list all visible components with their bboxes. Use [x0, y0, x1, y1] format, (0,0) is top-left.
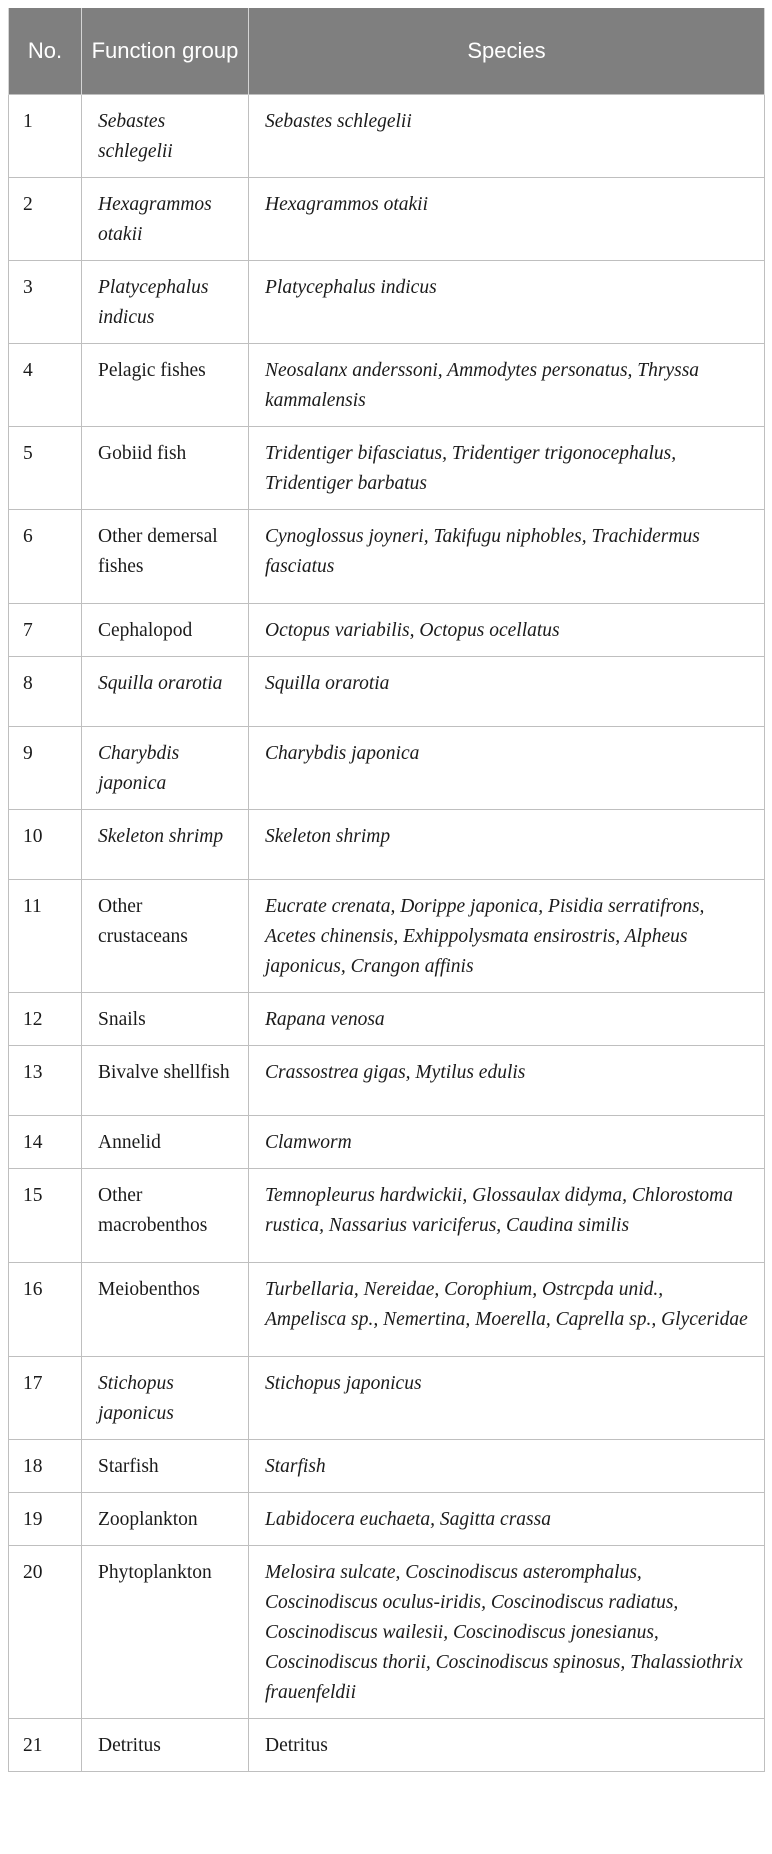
table-row: [9, 94, 765, 177]
cell-species: Turbellaria, Nereidae, Corophium, Ostrcpda unid., Ampelisca sp., Nemertina, Moerella, Caprella sp., Glyceridae: [249, 1262, 765, 1356]
table-row: [9, 879, 765, 992]
cell-function-group: Other crustaceans: [82, 879, 249, 992]
table-row: [9, 426, 765, 509]
cell-species: Melosira sulcate, Coscinodiscus asteromphalus, Coscinodiscus oculus-iridis, Coscinodiscus radiatus, Coscinodiscus wailesii, Coscinodiscus jonesianus, Coscinodiscus thorii, Coscinodiscus spinosus, Thalassiothrix frauenfeldii: [249, 1545, 765, 1718]
cell-function-group: Snails: [82, 992, 249, 1045]
table-row: [9, 1115, 765, 1168]
cell-function-group: Detritus: [82, 1718, 249, 1771]
cell-no: 16: [9, 1262, 82, 1356]
cell-no: 7: [9, 603, 82, 656]
cell-no: 9: [9, 726, 82, 809]
cell-function-group: Other demersal fishes: [82, 509, 249, 603]
function-group-table: [8, 8, 765, 1772]
cell-no: 19: [9, 1492, 82, 1545]
cell-species: Temnopleurus hardwickii, Glossaulax didyma, Chlorostoma rustica, Nassarius variciferus, Caudina similis: [249, 1168, 765, 1262]
table-row: [9, 809, 765, 879]
table-row: [9, 1492, 765, 1545]
cell-no: 17: [9, 1356, 82, 1439]
table-row: [9, 1262, 765, 1356]
cell-species: Rapana venosa: [249, 992, 765, 1045]
cell-no: 11: [9, 879, 82, 992]
cell-function-group: Platycephalus indicus: [82, 260, 249, 343]
header-no: No.: [9, 8, 82, 94]
cell-species: Labidocera euchaeta, Sagitta crassa: [249, 1492, 765, 1545]
table-row: [9, 343, 765, 426]
cell-species: Starfish: [249, 1439, 765, 1492]
table-row: [9, 260, 765, 343]
cell-function-group: Charybdis japonica: [82, 726, 249, 809]
header-species: Species: [249, 8, 765, 94]
table-row: [9, 1356, 765, 1439]
cell-function-group: Meiobenthos: [82, 1262, 249, 1356]
header-function-group: Function group: [82, 8, 249, 94]
cell-no: 10: [9, 809, 82, 879]
cell-no: 6: [9, 509, 82, 603]
cell-function-group: Phytoplankton: [82, 1545, 249, 1718]
cell-species: Tridentiger bifasciatus, Tridentiger trigonocephalus, Tridentiger barbatus: [249, 426, 765, 509]
table-row: [9, 1168, 765, 1262]
table-body: [9, 94, 765, 1771]
cell-no: 2: [9, 177, 82, 260]
cell-species: Platycephalus indicus: [249, 260, 765, 343]
table-row: [9, 603, 765, 656]
cell-no: 21: [9, 1718, 82, 1771]
table-row: [9, 992, 765, 1045]
cell-function-group: Zooplankton: [82, 1492, 249, 1545]
cell-no: 18: [9, 1439, 82, 1492]
cell-function-group: Hexagrammos otakii: [82, 177, 249, 260]
cell-function-group: Bivalve shellfish: [82, 1045, 249, 1115]
table-row: [9, 177, 765, 260]
cell-no: 14: [9, 1115, 82, 1168]
cell-species: Octopus variabilis, Octopus ocellatus: [249, 603, 765, 656]
table-header: [9, 8, 765, 94]
cell-function-group: Squilla orarotia: [82, 656, 249, 726]
cell-function-group: Sebastes schlegelii: [82, 94, 249, 177]
table-row: [9, 1045, 765, 1115]
cell-species: Crassostrea gigas, Mytilus edulis: [249, 1045, 765, 1115]
cell-species: Skeleton shrimp: [249, 809, 765, 879]
table-row: [9, 726, 765, 809]
cell-function-group: Cephalopod: [82, 603, 249, 656]
cell-species: Sebastes schlegelii: [249, 94, 765, 177]
cell-function-group: Gobiid fish: [82, 426, 249, 509]
header-row: [9, 8, 765, 94]
table-row: [9, 656, 765, 726]
table-row: [9, 509, 765, 603]
cell-species: Cynoglossus joyneri, Takifugu niphobles, Trachidermus fasciatus: [249, 509, 765, 603]
cell-no: 12: [9, 992, 82, 1045]
cell-species: Clamworm: [249, 1115, 765, 1168]
cell-no: 20: [9, 1545, 82, 1718]
table-row: [9, 1545, 765, 1718]
table-row: [9, 1718, 765, 1771]
cell-species: Eucrate crenata, Dorippe japonica, Pisidia serratifrons, Acetes chinensis, Exhippolysmata ensirostris, Alpheus japonicus, Crangon affinis: [249, 879, 765, 992]
cell-no: 4: [9, 343, 82, 426]
cell-no: 5: [9, 426, 82, 509]
cell-function-group: Skeleton shrimp: [82, 809, 249, 879]
cell-no: 8: [9, 656, 82, 726]
cell-species: Stichopus japonicus: [249, 1356, 765, 1439]
cell-function-group: Stichopus japonicus: [82, 1356, 249, 1439]
cell-species: Neosalanx anderssoni, Ammodytes personatus, Thryssa kammalensis: [249, 343, 765, 426]
cell-species: Detritus: [249, 1718, 765, 1771]
cell-function-group: Starfish: [82, 1439, 249, 1492]
cell-no: 15: [9, 1168, 82, 1262]
cell-no: 3: [9, 260, 82, 343]
cell-no: 1: [9, 94, 82, 177]
cell-species: Charybdis japonica: [249, 726, 765, 809]
table-row: [9, 1439, 765, 1492]
cell-function-group: Pelagic fishes: [82, 343, 249, 426]
cell-no: 13: [9, 1045, 82, 1115]
cell-function-group: Annelid: [82, 1115, 249, 1168]
cell-function-group: Other macrobenthos: [82, 1168, 249, 1262]
cell-species: Hexagrammos otakii: [249, 177, 765, 260]
cell-species: Squilla orarotia: [249, 656, 765, 726]
